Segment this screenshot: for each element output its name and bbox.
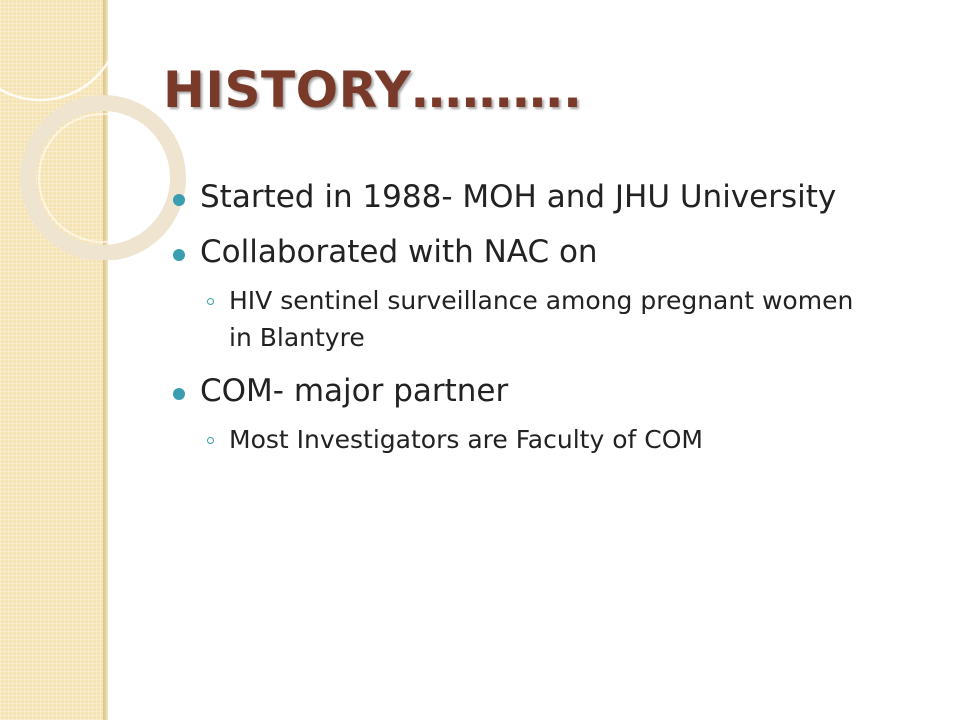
bullet-list	[173, 178, 873, 474]
deco-circle-ring	[28, 103, 178, 253]
bullet-item	[173, 372, 873, 458]
sub-bullet-item	[200, 282, 873, 356]
bullet-dot-icon	[173, 388, 185, 400]
sub-bullet-text: HIV sentinel surveillance among pregnant women in Blantyre	[229, 286, 854, 352]
slide-title: HISTORY……….	[163, 61, 583, 119]
bullet-text: Started in 1988- MOH and JHU University	[200, 179, 837, 215]
sub-bullet-list	[200, 282, 873, 356]
bullet-item	[173, 178, 873, 217]
deco-circle-large	[0, 0, 120, 100]
bullet-dot-icon	[173, 194, 185, 206]
sub-bullet-list	[200, 421, 873, 458]
deco-circle-ring-inner	[39, 114, 167, 242]
bullet-ring-icon	[207, 437, 214, 444]
bullet-ring-icon	[207, 298, 214, 305]
bullet-item	[173, 233, 873, 356]
sub-bullet-item	[200, 421, 873, 458]
bullet-text: Collaborated with NAC on	[200, 234, 598, 270]
bullet-text: COM- major partner	[200, 373, 509, 409]
sub-bullet-text: Most Investigators are Faculty of COM	[229, 425, 703, 454]
bullet-dot-icon	[173, 249, 185, 261]
